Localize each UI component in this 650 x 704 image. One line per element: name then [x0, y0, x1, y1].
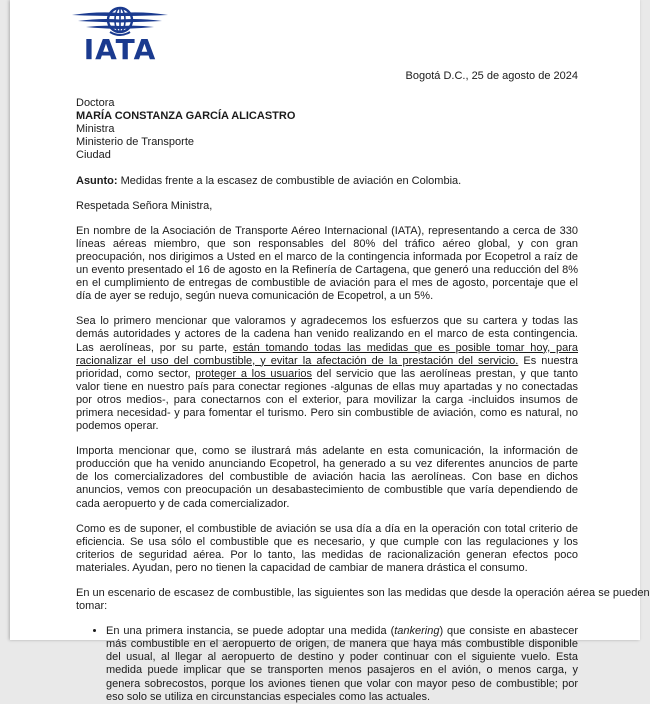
paragraph-5-line-2: tomar: — [76, 600, 108, 613]
recipient-role: Ministra — [76, 123, 115, 136]
paragraph-1: En nombre de la Asociación de Transporte Aéreo Internacional (IATA), representando a cerca de 330 líneas aéreas miembro, que son responsables del 80% del tráfico aéreo global, y con gran preocupación, nos dirigimos a Usted en el marco de la contingencia informada por Ecopetrol a raíz de un evento presentado el 16 de agosto en la Refinería de Cartagena, que generó una reducción del 8% en el cumplimiento de entregas de combustible de aviación para el mes de agosto, porcentaje que el día de ayer se redujo, según nueva comunicación de Ecopetrol, a un 5%. — [76, 224, 578, 303]
bullet-1-text-a: En una primera instancia, se puede adoptar una medida ( — [106, 625, 395, 638]
recipient-city: Ciudad — [76, 149, 111, 162]
subject-text: Medidas frente a la escasez de combustible de aviación en Colombia. — [117, 174, 462, 187]
paragraph-4: Como es de suponer, el combustible de aviación se usa día a día en la operación con total criterio de eficiencia. Se usa sólo el combustible que es necesario, y que cumple con las regulaciones y los criterios de seguridad aérea. Por lo tanto, las medidas de racionalización generan efectos poco materiales. Ayudan, pero no tienen la capacidad de cambiar de manera drástica el consumo. — [76, 522, 578, 574]
paragraph-5 — [76, 587, 650, 613]
paragraph-2 — [76, 315, 578, 433]
recipient-title: Doctora — [76, 97, 115, 110]
paragraph-3: Importa mencionar que, como se ilustrará más adelante en esta comunicación, la información de producción que ha venido anunciando Ecopetrol, ha generado a su vez diferentes anuncios de parte de los comercializadores del combustible de aviación hacia las aerolíneas. Con base en dichos anuncios, vemos con preocupación un desabastecimiento de combustible que varía dependiendo de cada aeropuerto y de cada comercializador. — [76, 445, 578, 510]
subject-line — [76, 175, 578, 188]
measures-list — [76, 625, 578, 704]
salutation: Respetada Señora Ministra, — [76, 199, 213, 212]
paragraph-2-text-c: del servicio que las aerolíneas prestan, y que tanto valor tiene en nuestro país para conectar regiones -algunas de ellas muy apartadas y no conectadas por otros medios-, para conectarnos con el exterior, para movilizar la carga -incluidos insumos de primera necesidad- y para fomentar el turismo. Pero sin combustible de aviación, como es natural, no podemos operar. — [76, 367, 578, 433]
letter-page — [10, 0, 650, 703]
recipient-block — [76, 97, 578, 162]
letter-body — [76, 70, 650, 704]
paragraph-2-underline-measures: están tomando todas las medidas que es posible tomar hoy, para racionalizar el uso del combustible, y evitar la afectación de la prestación del servicio. — [76, 341, 579, 367]
subject-label: Asunto: — [76, 174, 118, 187]
recipient-org: Ministerio de Transporte — [76, 136, 194, 149]
recipient-name: MARÍA CONSTANZA GARCÍA ALICASTRO — [76, 110, 296, 123]
paragraph-2-text-b: Es nuestra prioridad, como sector, — [76, 354, 578, 380]
iata-logo — [70, 6, 170, 64]
paragraph-5-line-1: En un escenario de escasez de combustible, las siguientes son las medidas que desde la operación aérea se pueden — [76, 587, 650, 599]
place-date: Bogotá D.C., 25 de agosto de 2024 — [405, 70, 578, 82]
paragraph-2-underline-users: proteger a los usuarios — [195, 367, 312, 380]
paragraph-2-text-a: Sea lo primero mencionar que valoramos y agradecemos los esfuerzos que su cartera y todas las demás autoridades y actores de la cadena han venido realizando en el marco de esta contingencia. Las aerolíneas, por su parte, — [76, 315, 578, 354]
iata-wordmark: IATA — [83, 33, 157, 66]
list-item — [106, 625, 578, 704]
bullet-1-term: tankering — [394, 625, 440, 638]
bullet-1-text-b: ) que consiste en abastecer más combustible en el aeropuerto de origen, de manera que haya más combustible disponible del usual, al llegar al aeropuerto de destino y poder continuar con el siguiente vuelo. Esta medida puede implicar que se transporten menos pasajeros en el avión, o menos carga, y genera sobrecostos, porque los aviones tienen que volar con mayor peso de combustible; por eso solo se utiliza en circunstancias especiales como las actuales. — [106, 625, 578, 703]
